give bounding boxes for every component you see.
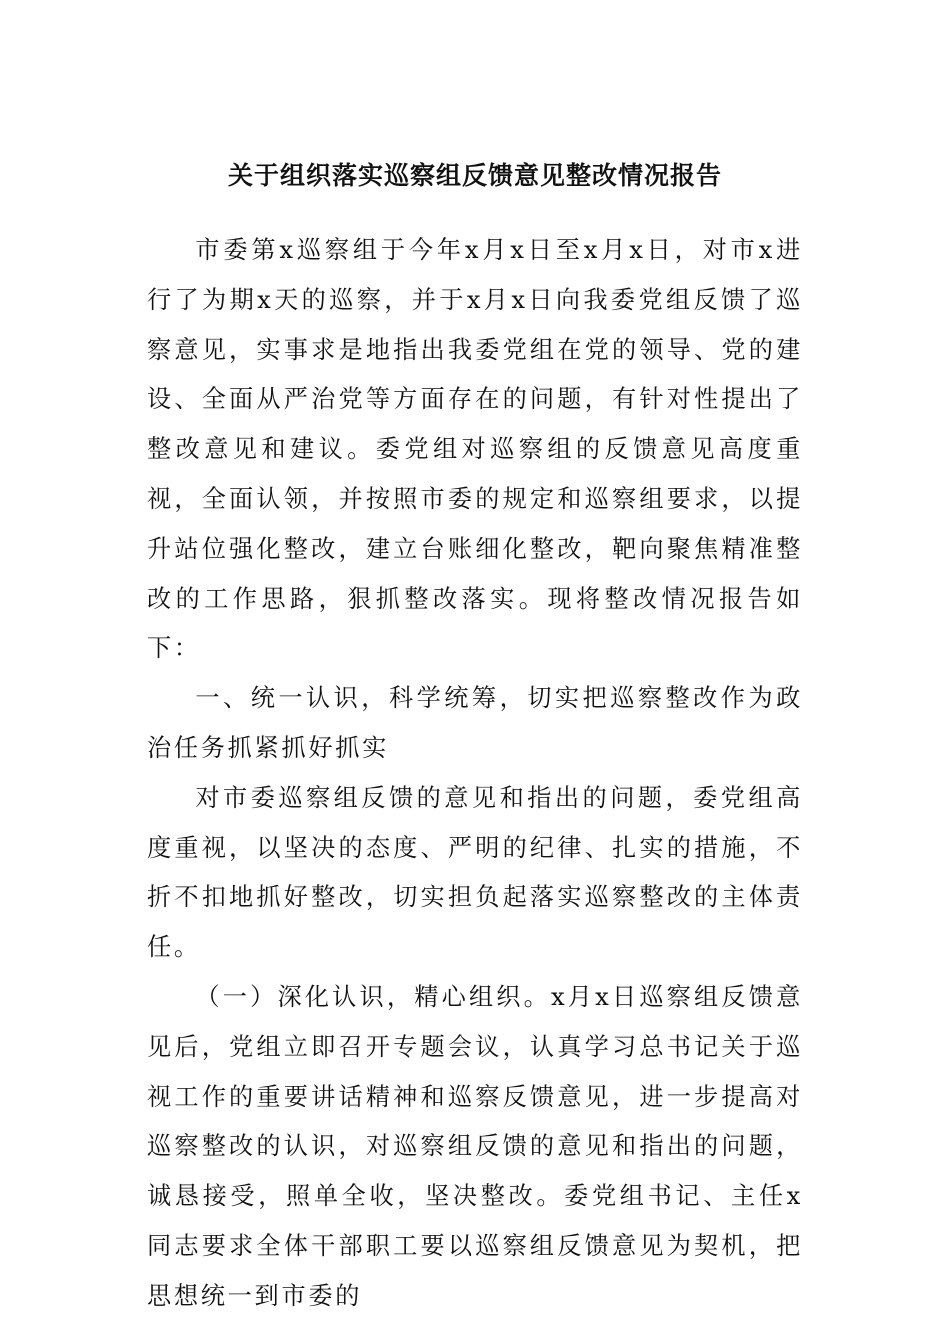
document-title: 关于组织落实巡察组反馈意见整改情况报告	[227, 161, 722, 190]
paragraph-section-heading: 一、统一认识，科学统筹，切实把巡察整改作为政治任务抓紧抓好抓实	[147, 684, 803, 762]
paragraph-intro: 市委第x巡察组于今年x月x日至x月x日，对市x进行了为期x天的巡察，并于x月x日向我委党组反馈了巡察意见，实事求是地指出我委党组在党的领导、党的建设、全面从严治党等方面存在的问题，有针对性提出了整改意见和建议。委党组对巡察组的反馈意见高度重视，全面认领，并按照市委的规定和巡察组要求，以提升站位强化整改，建立台账细化整改，靶向聚焦精准整改的工作思路，狠抓整改落实。现将整改情况报告如下：	[147, 236, 803, 663]
paragraph-subsection-1: （一）深化认识，精心组织。x月x日巡察组反馈意见后，党组立即召开专题会议，认真学习总书记关于巡视工作的重要讲话精神和巡察反馈意见，进一步提高对巡察整改的认识，对巡察组反馈的意见和指出的问题，诚恳接受，照单全收，坚决整改。委党组书记、主任x同志要求全体干部职工要以巡察组反馈意见为契机，把思想统一到市委的	[147, 982, 803, 1310]
paragraph-section-intro: 对市委巡察组反馈的意见和指出的问题，委党组高度重视，以坚决的态度、严明的纪律、扎实的措施，不折不扣地抓好整改，切实担负起落实巡察整改的主体责任。	[147, 783, 803, 962]
document-body	[147, 226, 803, 1322]
